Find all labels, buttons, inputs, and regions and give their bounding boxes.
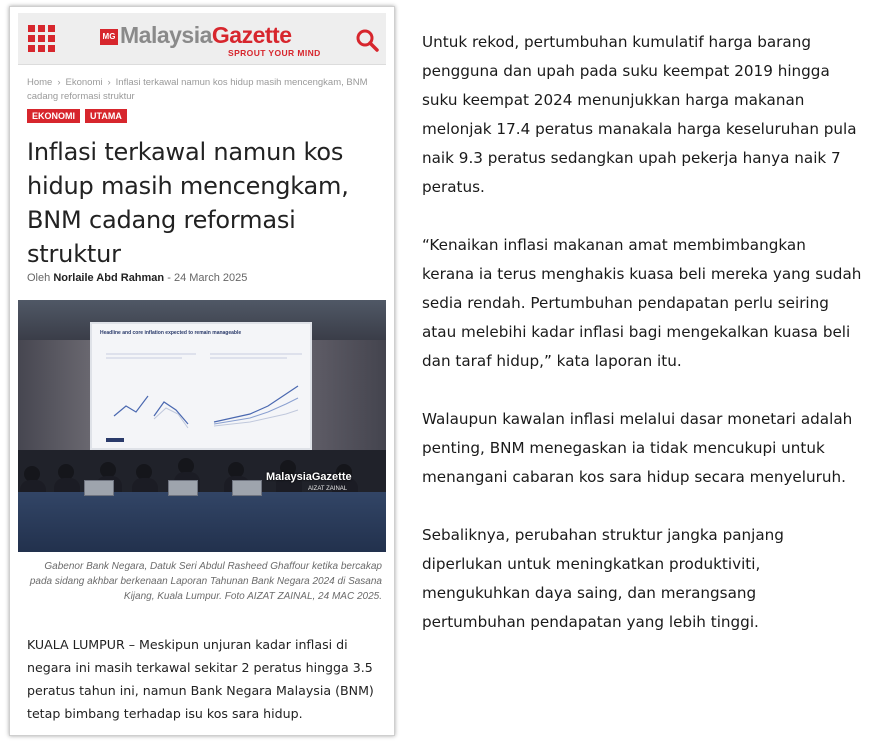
photo-watermark-credit: AIZAT ZAINAL — [308, 486, 348, 492]
presentation-screen — [90, 322, 312, 450]
breadcrumb-separator-icon: › — [107, 77, 111, 88]
body-paragraph: Walaupun kawalan inflasi melalui dasar monetari adalah penting, BNM menegaskan ia tidak mencukupi untuk menangani cabaran kos sara hidup secara menyeluruh. — [422, 410, 853, 486]
slide-charts-graphic — [92, 324, 314, 452]
grid-menu-icon[interactable] — [28, 25, 56, 53]
article-photo — [18, 300, 386, 552]
article-screenshot-card — [9, 6, 395, 736]
breadcrumb-current: Inflasi terkawal namun kos hidup masih mencengkam, BNM cadang reformasi struktur — [27, 77, 368, 102]
byline-prefix: Oleh — [27, 272, 51, 284]
byline — [27, 272, 247, 284]
logo-tagline: SPROUT YOUR MIND — [228, 48, 321, 58]
byline-separator: - — [167, 272, 171, 284]
laptop — [84, 480, 114, 496]
photo-caption: Gabenor Bank Negara, Datuk Seri Abdul Rasheed Ghaffour ketika bercakap pada sidang akhbar berkenaan Laporan Tahunan Bank Negara 2024 di Sasana Kijang, Kuala Lumpur. Foto AIZAT ZAINAL, 24 MAC 2025. — [29, 561, 382, 602]
article-body — [422, 28, 862, 666]
body-paragraph: Sebaliknya, perubahan struktur jangka panjang diperlukan untuk meningkatkan produktiviti, mengukuhkan daya saing, dan merangsang pertumbuhan pendapatan yang lebih tinggi. — [422, 526, 784, 631]
laptop — [168, 480, 198, 496]
search-icon[interactable] — [355, 28, 379, 52]
author-name[interactable]: Norlaile Abd Rahman — [53, 272, 165, 284]
body-paragraph: “Kenaikan inflasi makanan amat membimbangkan kerana ia terus menghakis kuasa beli mereka yang sudah sedia rendah. Pertumbuhan pendapatan perlu seiring atau melebihi kadar inflasi bagi mengekalkan kuasa beli dan taraf hidup,” kata laporan itu. — [422, 236, 862, 370]
site-header — [18, 13, 386, 65]
breadcrumb-category[interactable]: Ekonomi — [65, 77, 103, 88]
article-title: Inflasi terkawal namun kos hidup masih mencengkam, BNM cadang reformasi struktur — [27, 138, 349, 268]
laptop — [232, 480, 262, 496]
category-tags — [27, 109, 127, 123]
lead-paragraph: KUALA LUMPUR – Meskipun unjuran kadar inflasi di negara ini masih terkawal sekitar 2 peratus hingga 3.5 peratus tahun ini, namun Bank Negara Malaysia (BNM) tetap bimbang terhadap isu kos sara hidup. — [27, 637, 374, 721]
logo-wordmark: MalaysiaGazette — [120, 22, 292, 48]
photo-watermark: MalaysiaGazette — [266, 471, 352, 483]
breadcrumb-home[interactable]: Home — [27, 77, 53, 88]
press-table — [18, 492, 386, 552]
publish-date: 24 March 2025 — [173, 272, 248, 284]
breadcrumb — [27, 76, 377, 104]
body-paragraph: Untuk rekod, pertumbuhan kumulatif harga barang pengguna dan upah pada suku keempat 2019 hingga suku keempat 2024 menunjukkan harga makanan melonjak 17.4 peratus manakala harga keseluruhan pula naik 9.3 peratus sedangkan upah pekerja hanya naik 7 peratus. — [422, 33, 857, 196]
tag-utama[interactable]: UTAMA — [85, 109, 127, 123]
slide-title: Headline and core inflation expected to remain manageable — [100, 330, 242, 336]
tag-ekonomi[interactable]: EKONOMI — [27, 109, 80, 123]
logo-badge: MG — [100, 29, 118, 45]
breadcrumb-separator-icon: › — [57, 77, 61, 88]
